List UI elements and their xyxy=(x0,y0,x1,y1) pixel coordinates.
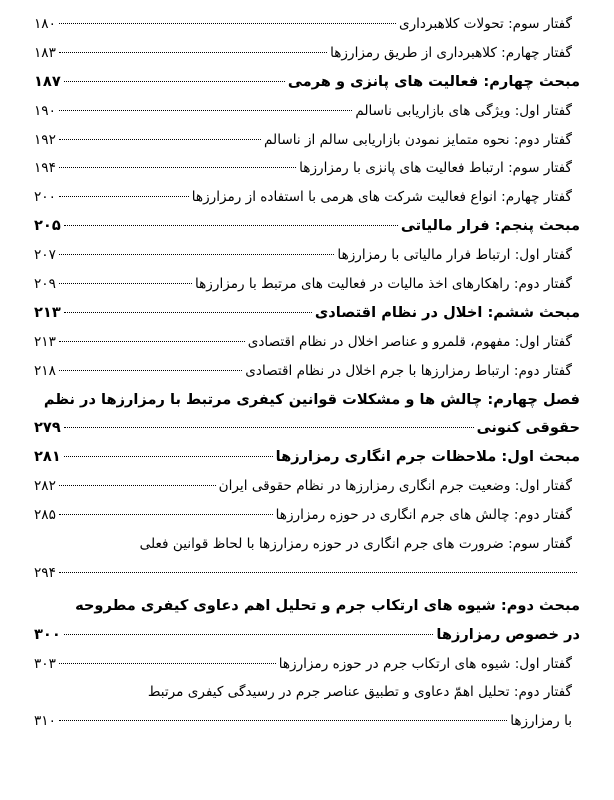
dot-leader xyxy=(64,427,474,428)
dot-leader xyxy=(59,23,396,24)
toc-entry[interactable] xyxy=(34,97,580,126)
toc-chapter-heading-line1[interactable]: فصل چهارم: چالش ها و مشکلات قوانین کیفری مرتبط با رمزارزها در نظم xyxy=(43,390,580,408)
dot-leader xyxy=(59,196,189,197)
dot-leader xyxy=(59,110,352,111)
toc-entry-line1[interactable]: گفتار دوم: تحلیل اهمّ دعاوی و تطبیق عناصر جرم در رسیدگی کیفری مرتبط xyxy=(147,684,572,701)
toc-chapter-heading[interactable] xyxy=(34,414,580,443)
dot-leader xyxy=(59,254,335,255)
toc-entry-page: ۲۰۹ xyxy=(34,276,56,293)
toc-entry-page: ۱۸۷ xyxy=(34,72,61,90)
toc-entry-title: مبحث اول: ملاحظات جرم انگاری رمزارزها xyxy=(275,448,580,466)
toc-entry-page: ۲۸۵ xyxy=(34,507,56,524)
dot-leader xyxy=(59,167,296,168)
toc-entry-page: ۱۸۳ xyxy=(34,44,56,61)
toc-entry-title: مبحث ششم: اخلال در نظام اقتصادی xyxy=(314,303,580,321)
toc-entry-page: ۲۸۱ xyxy=(34,448,61,466)
toc-entry-page: ۲۰۷ xyxy=(34,247,56,264)
toc-entry-page: ۱۹۰ xyxy=(34,102,56,119)
table-of-contents xyxy=(34,10,580,736)
toc-entry-title: گفتار اول: ارتباط فرار مالیاتی با رمزارزها xyxy=(337,247,572,264)
toc-section-heading[interactable] xyxy=(34,68,580,97)
toc-entry[interactable] xyxy=(34,328,580,357)
toc-entry[interactable] xyxy=(34,39,580,68)
toc-entry-title: گفتار دوم: راهکارهای اخذ مالیات در فعالیت های مرتبط با رمزارزها xyxy=(195,276,572,293)
toc-entry[interactable] xyxy=(34,270,580,299)
dot-leader xyxy=(59,572,577,573)
toc-entry-page: ۲۹۴ xyxy=(34,564,56,581)
dot-leader xyxy=(64,225,398,226)
dot-leader xyxy=(64,312,312,313)
toc-entry[interactable] xyxy=(34,183,580,212)
toc-entry[interactable] xyxy=(34,154,580,183)
toc-entry[interactable] xyxy=(34,472,580,501)
dot-leader xyxy=(59,370,242,371)
toc-entry-title: گفتار اول: وضعیت جرم انگاری رمزارزها در نظام حقوقی ایران xyxy=(218,478,572,495)
toc-entry-title: گفتار سوم: ارتباط فعالیت های پانزی با رمزارزها xyxy=(299,160,572,177)
toc-entry-title: گفتار اول: ویژگی های بازاریابی ناسالم xyxy=(355,102,572,119)
toc-entry-page: ۱۹۲ xyxy=(34,131,56,148)
toc-entry-title: مبحث چهارم: فعالیت های پانزی و هرمی xyxy=(287,72,580,90)
toc-entry-title: گفتار دوم: نحوه متمایز نمودن بازاریابی سالم از ناسالم xyxy=(264,131,572,148)
toc-entry[interactable] xyxy=(34,559,580,588)
dot-leader xyxy=(59,514,273,515)
dot-leader xyxy=(64,634,434,635)
dot-leader xyxy=(59,52,327,53)
toc-entry-page: ۲۰۵ xyxy=(34,217,61,235)
toc-entry-page: ۳۱۰ xyxy=(34,713,56,730)
toc-entry-page: ۳۰۳ xyxy=(34,655,56,672)
toc-entry-page: ۲۰۰ xyxy=(34,189,56,206)
toc-entry[interactable] xyxy=(34,707,580,736)
toc-entry-title: در خصوص رمزارزها xyxy=(436,625,580,643)
toc-entry-line1[interactable]: گفتار سوم: ضرورت های جرم انگاری در حوزه رمزارزها با لحاظ قوانین فعلی xyxy=(139,536,572,553)
toc-entry-page: ۲۱۸ xyxy=(34,362,56,379)
dot-leader xyxy=(64,456,273,457)
toc-entry[interactable] xyxy=(34,501,580,530)
toc-entry-title: با رمزارزها xyxy=(510,713,572,730)
toc-section-heading[interactable] xyxy=(34,621,580,650)
toc-section-heading[interactable] xyxy=(34,299,580,328)
toc-entry-title: گفتار دوم: چالش های جرم انگاری در حوزه رمزارزها xyxy=(275,507,572,524)
dot-leader xyxy=(59,283,192,284)
dot-leader xyxy=(59,341,245,342)
toc-entry-page: ۲۱۳ xyxy=(34,303,61,321)
toc-entry-title: گفتار اول: شیوه های ارتکاب جرم در حوزه رمزارزها xyxy=(278,655,572,672)
toc-entry-title: مبحث پنجم: فرار مالیاتی xyxy=(400,217,580,235)
dot-leader xyxy=(59,720,507,721)
toc-entry-page: ۲۱۳ xyxy=(34,333,56,350)
dot-leader xyxy=(59,485,216,486)
toc-entry-page: ۱۹۴ xyxy=(34,160,56,177)
toc-entry-page: ۲۸۲ xyxy=(34,478,56,495)
dot-leader xyxy=(59,663,276,664)
toc-section-heading-line1[interactable]: مبحث دوم: شیوه های ارتکاب جرم و تحلیل اهم دعاوی کیفری مطروحه xyxy=(75,596,580,614)
dot-leader xyxy=(59,139,261,140)
toc-entry-title: گفتار دوم: ارتباط رمزارزها با جرم اخلال در نظام اقتصادی xyxy=(245,362,572,379)
toc-entry[interactable] xyxy=(34,650,580,679)
toc-section-heading[interactable] xyxy=(34,212,580,241)
toc-entry[interactable] xyxy=(34,241,580,270)
toc-entry[interactable] xyxy=(34,357,580,386)
toc-entry-title: حقوقی کنونی xyxy=(476,419,580,437)
toc-entry-title: گفتار اول: مفهوم، قلمرو و عناصر اخلال در نظام اقتصادی xyxy=(247,333,572,350)
toc-entry-title: گفتار چهارم: کلاهبرداری از طریق رمزارزها xyxy=(330,44,572,61)
dot-leader xyxy=(64,81,285,82)
toc-entry[interactable] xyxy=(34,126,580,155)
toc-entry-page: ۲۷۹ xyxy=(34,419,61,437)
toc-entry-page: ۳۰۰ xyxy=(34,625,61,643)
toc-entry[interactable] xyxy=(34,10,580,39)
toc-section-heading[interactable] xyxy=(34,443,580,472)
toc-entry-title: گفتار چهارم: انواع فعالیت شرکت های هرمی با استفاده از رمزارزها xyxy=(191,189,572,206)
toc-entry-page: ۱۸۰ xyxy=(34,16,56,32)
toc-entry-title: گفتار سوم: تحولات کلاهبرداری xyxy=(398,16,572,32)
